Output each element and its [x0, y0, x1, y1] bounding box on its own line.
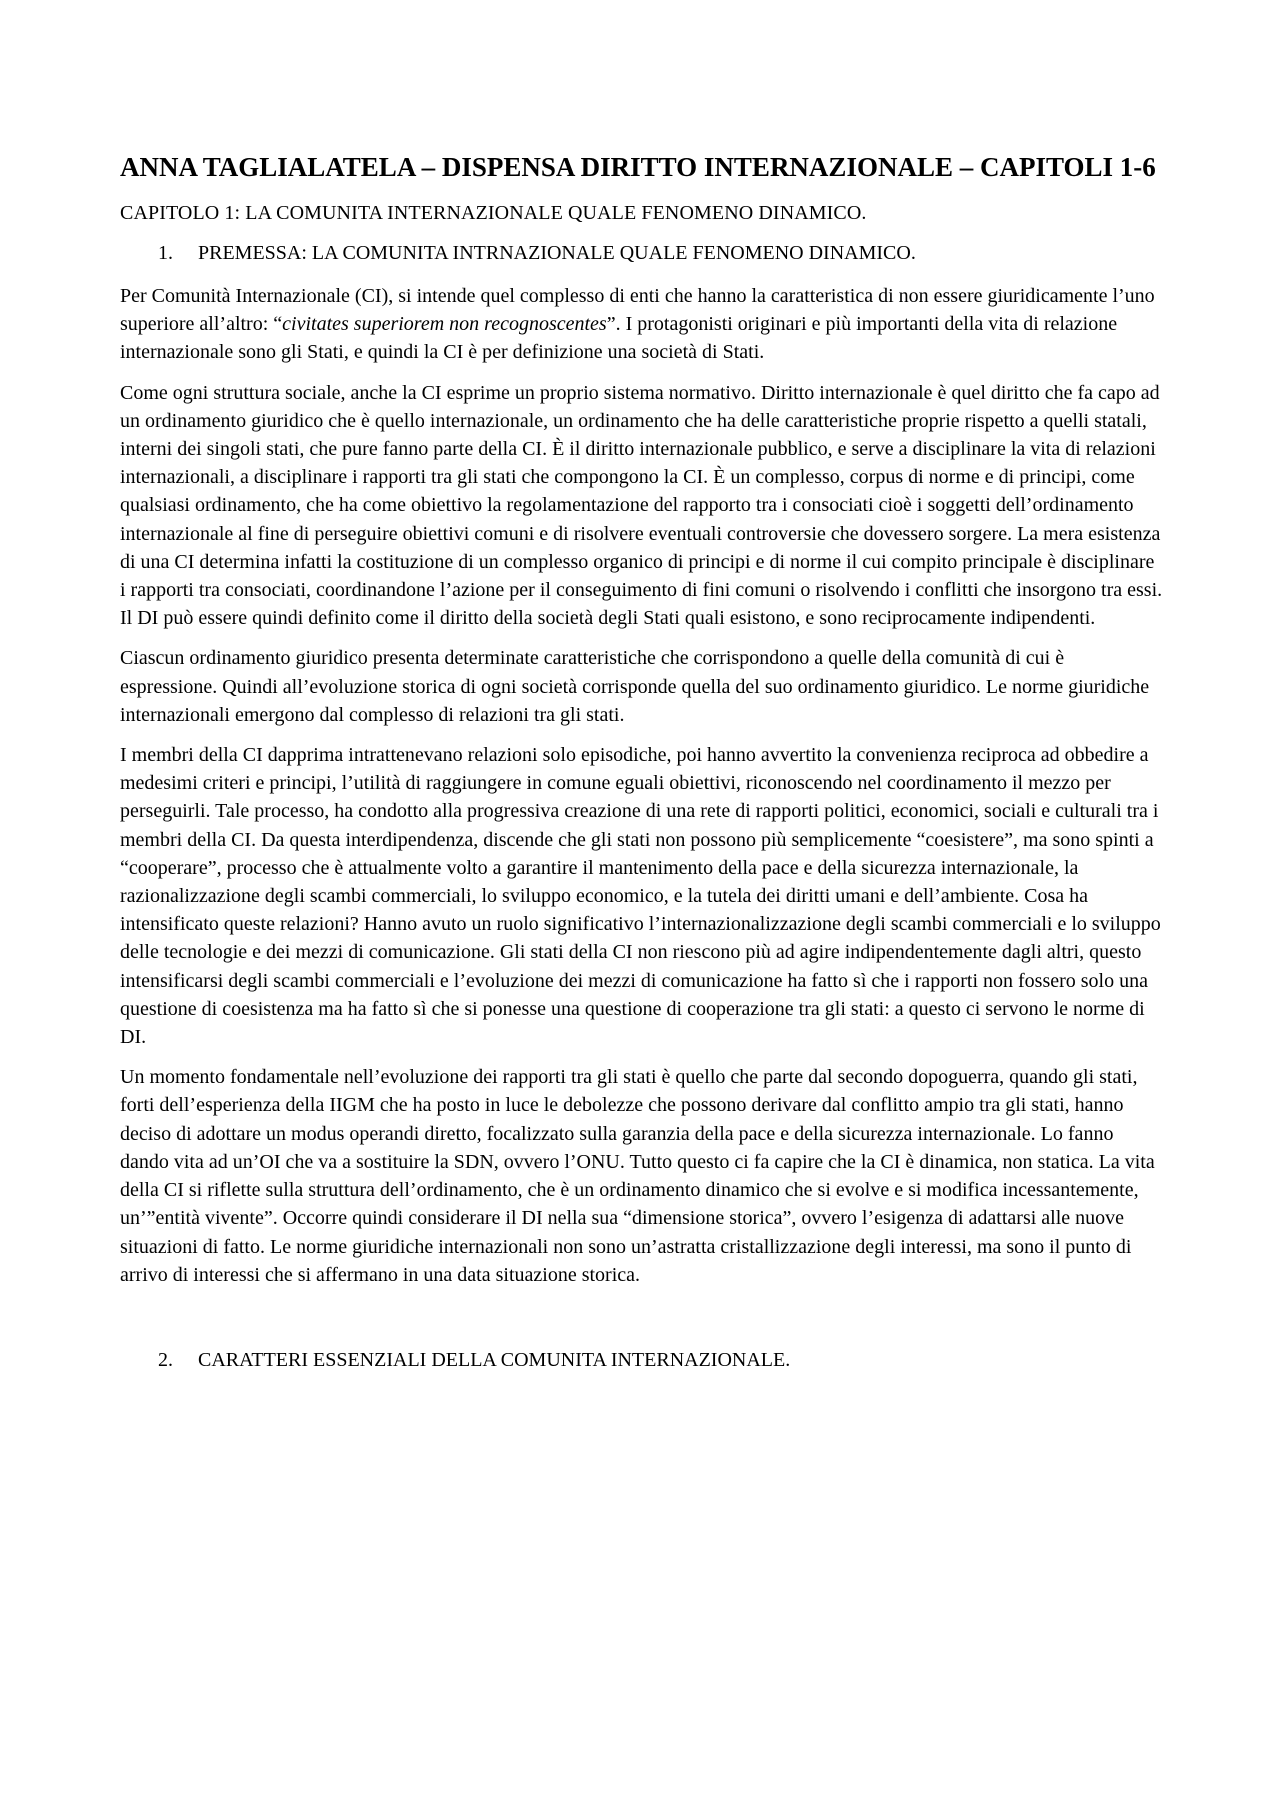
paragraph: Ciascun ordinamento giuridico presenta determinate caratteristiche che corrispondono a quelle della comunità di cui è espressione. Quindi all’evoluzione storica di ogni società corrisponde quella del suo ordinamento giuridico. Le norme giuridiche internazionali emergono dal complesso di relazioni tra gli stati. [120, 647, 1150, 726]
section-number: 2. [158, 1348, 173, 1371]
section-heading-2 [120, 1347, 1164, 1373]
paragraph-text: ”. I protagonisti originari e più importanti della vita di relazione internazionale sono gli Stati, e quindi la CI è per definizione una società di Stati. [120, 313, 1118, 364]
page-content [120, 150, 1164, 1389]
section-title: PREMESSA: LA COMUNITA INTRNAZIONALE QUALE FENOMENO DINAMICO. [198, 242, 916, 264]
document-title: ANNA TAGLIALATELA – DISPENSA DIRITTO INTERNAZIONALE – CAPITOLI 1-6 [120, 152, 1156, 182]
latin-phrase: civitates superiorem non recognoscentes [282, 313, 607, 336]
paragraph-text: Per Comunità Internazionale (CI), si intende quel complesso di enti che hanno la caratteristica di non essere giuridicamente l’uno superiore all’altro: “ [120, 285, 1155, 336]
paragraph: Come ogni struttura sociale, anche la CI esprime un proprio sistema normativo. Diritto internazionale è quel diritto che fa capo ad un ordinamento giuridico che è quello internazionale, un ordinamento che ha delle caratteristiche proprie rispetto a quelli statali, interni dei singoli stati, che pure fanno parte della CI. È il diritto internazionale pubblico, e serve a disciplinare la vita di relazioni internazionali, a disciplinare i rapporti tra gli stati che compongono la CI. È un complesso, corpus di norme e di principi, come qualsiasi ordinamento, che ha come obiettivo la regolamentazione del rapporto tra i consociati cioè i soggetti dell’ordinamento internazionale al fine di perseguire obiettivi comuni e di risolvere eventuali controversie che dovessero sorgere. La mera esistenza di una CI determina infatti la costituzione di un complesso organico di principi e di norme il cui compito principale è disciplinare i rapporti tra consociati, coordinandone l’azione per il conseguimento di fini comuni o risolvendo i conflitti che insorgono tra essi. Il DI può essere quindi definito come il diritto della società degli Stati quali esistono, e sono reciprocamente indipendenti. [120, 381, 1163, 630]
section-heading-1 [120, 240, 1164, 266]
chapter-heading: CAPITOLO 1: LA COMUNITA INTERNAZIONALE QUALE FENOMENO DINAMICO. [120, 202, 867, 224]
section-title: CARATTERI ESSENZIALI DELLA COMUNITA INTERNAZIONALE. [198, 1348, 791, 1371]
section-number: 1. [158, 242, 173, 264]
paragraph: I membri della CI dapprima intrattenevano relazioni solo episodiche, poi hanno avvertito la convenienza reciproca ad obbedire a medesimi criteri e principi, l’utilità di raggiungere in comune eguali obiettivi, riconoscendo nel coordinamento il mezzo per perseguirli. Tale processo, ha condotto alla progressiva creazione di una rete di rapporti politici, economici, sociali e culturali tra i membri della CI. Da questa interdipendenza, discende che gli stati non possono più semplicemente “coesistere”, ma sono spinti a “cooperare”, processo che è attualmente volto a garantire il mantenimento della pace e della sicurezza internazionale, la razionalizzazione degli scambi commerciali, lo sviluppo economico, e la tutela dei diritti umani e dell’ambiente. Cosa ha intensificato queste relazioni? Hanno avuto un ruolo significativo l’internazionalizzazione degli scambi commerciali e lo sviluppo delle tecnologie e dei mezzi di comunicazione. Gli stati della CI non riescono più ad agire indipendentemente dagli altri, questo intensificarsi degli scambi commerciali e l’evoluzione dei mezzi di comunicazione ha fatto sì che i rapporti non fossero solo una questione di coesistenza ma ha fatto sì che si ponesse una questione di cooperazione tra gli stati: a questo ci servono le norme di DI. [120, 744, 1161, 1049]
paragraph: Un momento fondamentale nell’evoluzione dei rapporti tra gli stati è quello che parte dal secondo dopoguerra, quando gli stati, forti dell’esperienza della IIGM che ha posto in luce le debolezze che possono derivare dal conflitto ampio tra gli stati, hanno deciso di adottare un modus operandi diretto, focalizzato sulla garanzia della pace e della sicurezza internazionale. Lo fanno dando vita ad un’OI che va a sostituire la SDN, ovvero l’ONU. Tutto questo ci fa capire che la CI è dinamica, non statica. La vita della CI si riflette sulla struttura dell’ordinamento, che è un ordinamento dinamico che si evolve e si modifica incessantemente, un’”entità vivente”. Occorre quindi considerare il DI nella sua “dimensione storica”, ovvero l’esigenza di adattarsi alle nuove situazioni di fatto. Le norme giuridiche internazionali non sono un’astratta cristallizzazione degli interessi, ma sono il punto di arrivo di interessi che si affermano in una data situazione storica. [120, 1066, 1155, 1286]
paragraph [120, 282, 1164, 367]
